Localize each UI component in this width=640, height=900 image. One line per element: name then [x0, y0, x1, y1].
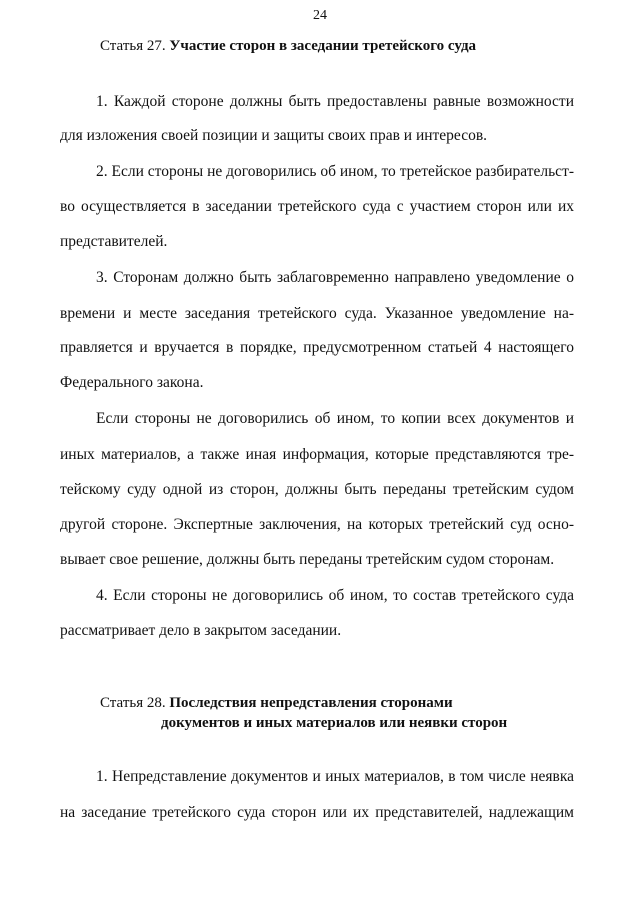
article-28-label: Статья 28.: [100, 695, 166, 711]
body-line: 1. Каждой стороне должны быть предоставлены равные возможности: [96, 93, 574, 110]
article-27-label: Статья 27.: [100, 38, 166, 54]
article-28-heading: [100, 693, 453, 713]
body-line: 1. Непредставление документов и иных материалов, в том числе неявка: [96, 768, 574, 785]
body-line: рассматривает дело в закрытом заседании.: [60, 622, 342, 639]
body-line: иных материалов, а также иная информация, которые представляются тре-: [60, 446, 574, 463]
body-line: правляется и вручается в порядке, предусмотренном статьей 4 настоящего: [60, 339, 574, 356]
body-line: 2. Если стороны не договорились об ином, то третейское разбирательст-: [96, 163, 574, 180]
article-28-title-line-2: документов и иных материалов или неявки сторон: [161, 715, 508, 731]
body-line: на заседание третейского суда сторон или их представителей, надлежащим: [60, 804, 574, 821]
body-line: другой стороне. Экспертные заключения, на которых третейский суд осно-: [60, 516, 574, 533]
body-line: Федерального закона.: [60, 374, 204, 391]
body-line: во осуществляется в заседании третейского суда с участием сторон или их: [60, 198, 574, 215]
body-line: представителей.: [60, 233, 168, 250]
body-line: тейскому суду одной из сторон, должны быть переданы третейским судом: [60, 481, 574, 498]
body-line: Если стороны не договорились об ином, то копии всех документов и: [96, 410, 574, 427]
body-line: вывает свое решение, должны быть переданы третейским судом сторонам.: [60, 551, 555, 568]
article-28-title-line-1: Последствия непредставления сторонами: [169, 695, 453, 711]
article-27-heading: [100, 36, 476, 56]
article-27-title: Участие сторон в заседании третейского суда: [169, 38, 477, 54]
body-line: для изложения своей позиции и защиты своих прав и интересов.: [60, 127, 488, 144]
page-number: 24: [313, 8, 327, 23]
body-line: 3. Сторонам должно быть заблаговременно направлено уведомление о: [96, 269, 574, 286]
body-line: времени и месте заседания третейского суда. Указанное уведомление на-: [60, 305, 574, 322]
body-line: 4. Если стороны не договорились об ином, то состав третейского суда: [96, 587, 574, 604]
